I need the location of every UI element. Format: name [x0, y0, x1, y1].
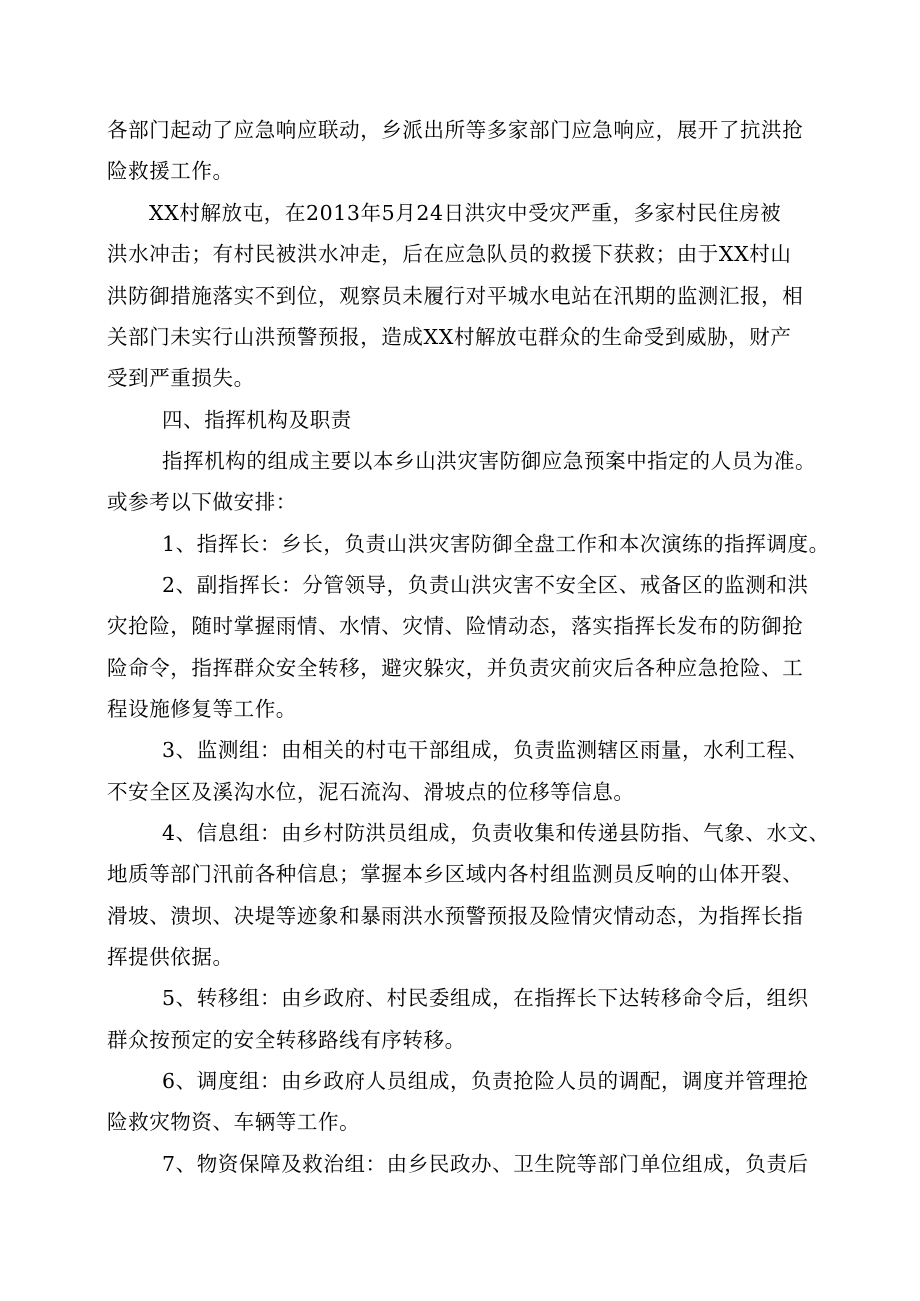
- text-line: 各部门起动了应急响应联动，乡派出所等多家部门应急响应，展开了抗洪抢: [107, 118, 804, 142]
- text-line: 洪防御措施落实不到位，观察员未履行对平城水电站在汛期的监测汇报，相: [107, 284, 804, 308]
- text-line: 关部门未实行山洪预警预报，造成XX村解放屯群众的生命受到威胁，财产: [107, 325, 792, 349]
- text-line: 2、副指挥长：分管领导，负责山洪灾害不安全区、戒备区的监测和洪: [162, 573, 809, 597]
- text-line: 或参考以下做安排：: [107, 490, 297, 514]
- text-line: 3、监测组：由相关的村屯干部组成，负责监测辖区雨量，水利工程、: [162, 738, 809, 762]
- text-line: 不安全区及溪沟水位，泥石流沟、滑坡点的位移等信息。: [107, 780, 635, 804]
- text-line: 地质等部门汛前各种信息；掌握本乡区域内各村组监测员反响的山体开裂、: [107, 862, 804, 886]
- text-line: 洪水冲击；有村民被洪水冲走，后在应急队员的救援下获救；由于XX村山: [107, 242, 792, 266]
- text-line: 险救灾物资、车辆等工作。: [107, 1110, 361, 1134]
- text-line: 指挥机构的组成主要以本乡山洪灾害防御应急预案中指定的人员为准。: [162, 449, 817, 473]
- text-line: 5、转移组：由乡政府、村民委组成，在指挥长下达转移命令后，组织: [162, 986, 809, 1010]
- text-line: 群众按预定的安全转移路线有序转移。: [107, 1028, 466, 1052]
- section-heading: 四、指挥机构及职责: [162, 408, 352, 432]
- text-line: 险命令，指挥群众安全转移，避灾躲灾，并负责灾前灾后各种应急抢险、工: [107, 656, 804, 680]
- text-line: 灾抢险，随时掌握雨情、水情、灾情、险情动态，落实指挥长发布的防御抢: [107, 614, 804, 638]
- text-line: 险救援工作。: [107, 159, 234, 183]
- text-line: XX村解放屯，在2013年5月24日洪灾中受灾严重，多家村民住房被: [149, 201, 782, 225]
- text-line: 挥提供依据。: [107, 945, 234, 969]
- text-line: 滑坡、溃坝、决堤等迹象和暴雨洪水预警预报及险情灾情动态，为指挥长指: [107, 904, 804, 928]
- text-line: 程设施修复等工作。: [107, 697, 297, 721]
- text-line: 受到严重损失。: [107, 366, 255, 390]
- text-line: 4、信息组：由乡村防洪员组成，负责收集和传递县防指、气象、水文、: [162, 821, 830, 845]
- text-line: 1、指挥长：乡长，负责山洪灾害防御全盘工作和本次演练的指挥调度。: [162, 532, 830, 556]
- text-line: 6、调度组：由乡政府人员组成，负责抢险人员的调配，调度并管理抢: [162, 1069, 809, 1093]
- text-line: 7、物资保障及救治组：由乡民政办、卫生院等部门单位组成，负责后: [162, 1152, 809, 1176]
